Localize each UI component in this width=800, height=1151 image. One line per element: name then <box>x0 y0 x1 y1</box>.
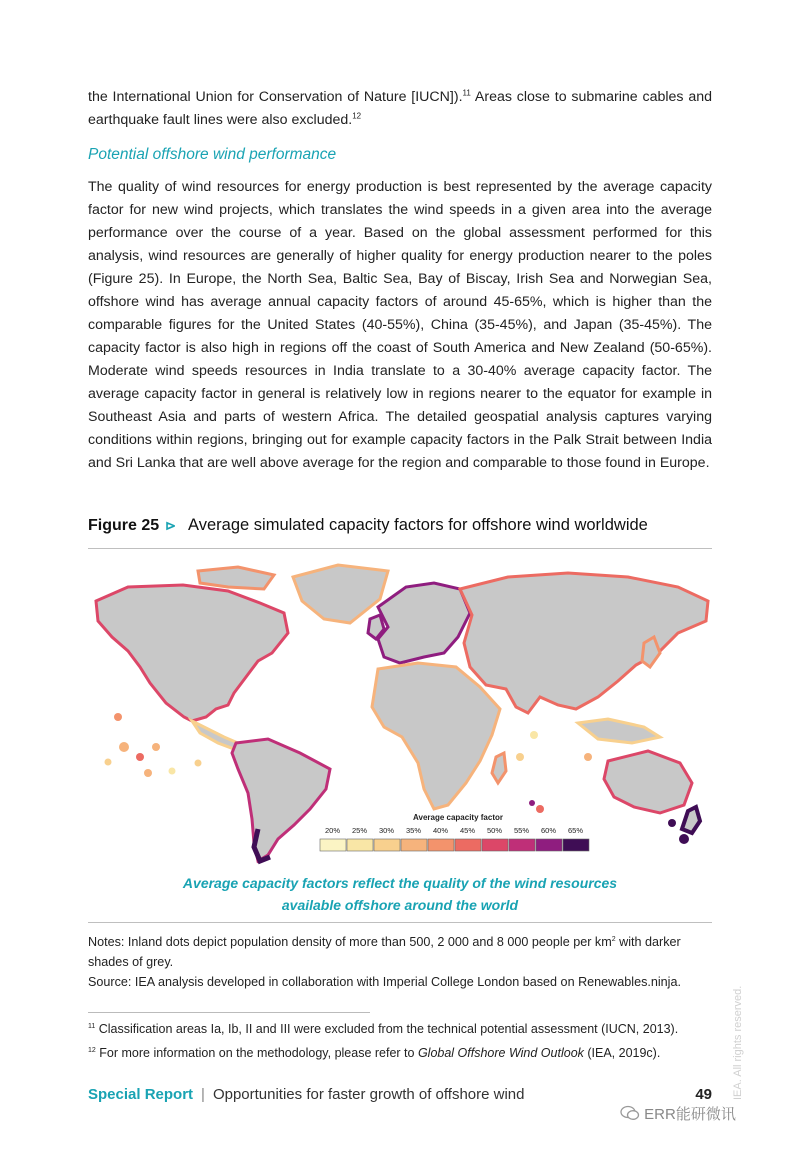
footnote-11-text: Classification areas Ia, Ib, II and III were excluded from the technical potential assessment (IUCN, 2013). <box>95 1022 679 1036</box>
legend-title: Average capacity factor <box>413 813 503 822</box>
legend-swatch <box>509 839 535 851</box>
figure-caption: Average simulated capacity factors for offshore wind worldwide <box>188 516 648 534</box>
section-heading: Potential offshore wind performance <box>88 146 337 163</box>
page-number: 49 <box>695 1086 712 1103</box>
figure-top-rule <box>88 548 712 549</box>
figure-subtitle-line-2: available offshore around the world <box>281 897 519 913</box>
legend-label: 30% <box>378 826 395 835</box>
legend-swatch <box>401 839 427 851</box>
page-footer <box>88 1086 712 1103</box>
footnote-12-number: 12 <box>88 1046 96 1054</box>
legend-label: 65% <box>567 826 584 835</box>
legend-label: 55% <box>513 826 530 835</box>
footnote-12-citation: Global Offshore Wind Outlook <box>417 1046 584 1060</box>
wechat-icon <box>620 1105 640 1121</box>
legend-label: 50% <box>486 826 503 835</box>
legend-swatch <box>374 839 400 851</box>
legend-label: 25% <box>351 826 368 835</box>
legend-swatch <box>536 839 562 851</box>
figure-title <box>88 516 712 535</box>
legend-swatch <box>428 839 454 851</box>
legend-label: 60% <box>540 826 557 835</box>
figure-subtitle-line-1: Average capacity factors reflect the quality of the wind resources <box>182 875 618 891</box>
notes-superscript: 2 <box>611 936 616 943</box>
intro-text <box>88 86 712 132</box>
intro-text-a: the International Union for Conservation of Nature [IUCN]). <box>88 89 463 105</box>
figure-source: Source: IEA analysis developed in collaboration with Imperial College London based on Renewables.ninja. <box>88 975 681 989</box>
rights-side-text: IEA. All rights reserved. <box>732 985 744 1100</box>
legend-label: 35% <box>405 826 422 835</box>
legend-label: 40% <box>432 826 449 835</box>
intro-text-b: Areas close to submarine cables and earthquake fault lines were also excluded. <box>88 89 713 128</box>
legend-swatch <box>455 839 481 851</box>
footnote-12 <box>88 1046 660 1060</box>
figure-bottom-rule <box>88 922 712 923</box>
footnote-ref-12[interactable]: 12 <box>352 111 362 121</box>
legend-label: 20% <box>324 826 341 835</box>
body-paragraph: The quality of wind resources for energy production is best represented by the average capacity factor for new wind projects, which translates the wind speeds in a given area into the average performance over the course of a year. Based on the global assessment performed for this analysis, wind resources are generally of higher quality for energy production nearer to the poles (Figure 25). In Europe, the North Sea, Baltic Sea, Bay of Biscay, Irish Sea and Norwegian Sea, offshore wind has average annual capacity factors of around 45-65%, which is higher than the comparable figures for the United States (40-55%), China (35-45%), and Japan (35-45%). The capacity factor is also high in regions off the coast of South America and New Zealand (50-65%). Moderate wind speeds resources in India translate to a 30-40% average capacity factor. The average capacity factor in general is relatively low in regions nearer to the equator for example in Southeast Asia and parts of western Africa. The detailed geospatial analysis captures varying conditions within regions, bringing out for example capacity factors in the Palk Strait between India and Sri Lanka that are well above average for the region and comparable to those found in Europe. <box>88 179 712 471</box>
notes-text-b: with darker shades of grey. <box>88 935 681 970</box>
legend-swatch <box>482 839 508 851</box>
figure-notes <box>88 930 712 972</box>
footnote-12-text-a: For more information on the methodology, please refer to <box>95 1046 418 1060</box>
figure-subtitle <box>88 872 712 916</box>
legend-swatch <box>320 839 346 851</box>
watermark <box>620 1103 736 1124</box>
legend-swatch <box>563 839 589 851</box>
triangle-marker-icon: ⊳ <box>165 518 177 533</box>
world-capacity-factor-map <box>88 557 712 867</box>
figure-number: Figure 25 <box>88 517 160 534</box>
footer-report-name: Special Report <box>88 1086 194 1103</box>
footnote-12-text-b: (IEA, 2019c). <box>583 1046 661 1060</box>
notes-text-a: Notes: Inland dots depict population density of more than 500, 2 000 and 8 000 people per km <box>88 935 612 950</box>
body-paragraph-container <box>88 176 712 475</box>
watermark-text: ERR能研微讯 <box>644 1106 736 1123</box>
footer-report-title: Opportunities for faster growth of offshore wind <box>212 1086 525 1103</box>
footnote-ref-11[interactable]: 11 <box>462 88 471 98</box>
footnote-11 <box>88 1022 678 1036</box>
footer-separator: | <box>201 1086 205 1103</box>
footnote-rule <box>88 1012 370 1013</box>
footnote-11-number: 11 <box>88 1022 96 1030</box>
legend-swatch <box>347 839 373 851</box>
legend-label: 45% <box>459 826 476 835</box>
